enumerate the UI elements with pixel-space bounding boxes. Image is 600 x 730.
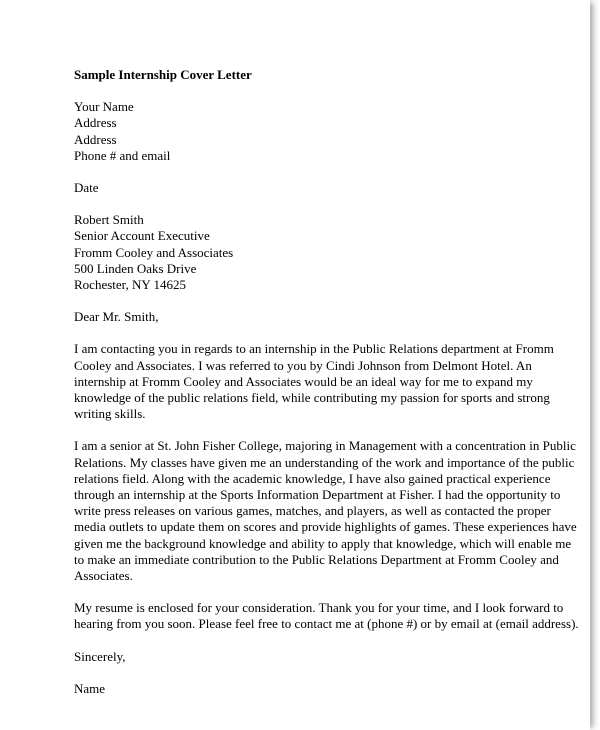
- body-paragraph-1: [74, 341, 554, 422]
- paragraph-line: knowledge of the public relations field, while contributing my passion for sports and strong: [74, 390, 550, 406]
- paragraph-line: I am a senior at St. John Fisher College, majoring in Management with a concentration in Public: [74, 438, 576, 454]
- signature-name: Name: [74, 680, 106, 696]
- paragraph-line: internship at Fromm Cooley and Associates would be an ideal way for me to expand my: [74, 373, 533, 389]
- recipient-street: 500 Linden Oaks Drive: [74, 260, 197, 276]
- salutation: Dear Mr. Smith,: [74, 309, 159, 325]
- body-paragraph-2: [74, 438, 577, 584]
- sender-address-line-2: Address: [74, 131, 117, 147]
- paragraph-line: My resume is enclosed for your consideration. Thank you for your time, and I look forward to: [74, 600, 564, 616]
- paragraph-line: hearing from you soon. Please feel free to contact me at (phone #) or by email at (email address).: [74, 616, 579, 632]
- sender-block: [74, 99, 534, 164]
- paragraph-line: media outlets to update them on scores and provide highlights of games. These experiences have: [74, 519, 577, 535]
- cover-letter: [74, 67, 579, 713]
- closing: Sincerely,: [74, 648, 126, 664]
- paragraph-line: I am contacting you in regards to an internship in the Public Relations department at Fromm: [74, 341, 554, 357]
- recipient-title: Senior Account Executive: [74, 228, 210, 244]
- paragraph-line: Cooley and Associates. I was referred to you by Cindi Johnson from Delmont Hotel. An: [74, 357, 532, 373]
- sender-contact: Phone # and email: [74, 147, 171, 163]
- paragraph-line: Associates.: [74, 568, 133, 584]
- paragraph-line: Relations. My classes have given me an understanding of the work and importance of the public: [74, 454, 575, 470]
- recipient-block: [74, 212, 534, 293]
- body-paragraph-3: [74, 600, 579, 632]
- paragraph-line: to make an immediate contribution to the Public Relations Department at Fromm Cooley and: [74, 551, 559, 567]
- paragraph-line: through an internship at the Sports Information Department at Fisher. I had the opportunity to: [74, 487, 561, 503]
- paragraph-line: write press releases on various games, matches, and players, as well as contacted the proper: [74, 503, 551, 519]
- recipient-name: Robert Smith: [74, 212, 144, 228]
- recipient-city: Rochester, NY 14625: [74, 277, 187, 293]
- date-line: Date: [74, 180, 99, 196]
- sender-name: Your Name: [74, 99, 134, 115]
- paragraph-line: relations field. Along with the academic knowledge, I have also gained practical experience: [74, 470, 551, 486]
- document-title: Sample Internship Cover Letter: [74, 67, 252, 82]
- sender-address-line-1: Address: [74, 115, 117, 131]
- paragraph-line: writing skills.: [74, 406, 146, 422]
- recipient-company: Fromm Cooley and Associates: [74, 244, 234, 260]
- paragraph-line: given me the background knowledge and ability to apply that knowledge, which will enable me: [74, 535, 572, 551]
